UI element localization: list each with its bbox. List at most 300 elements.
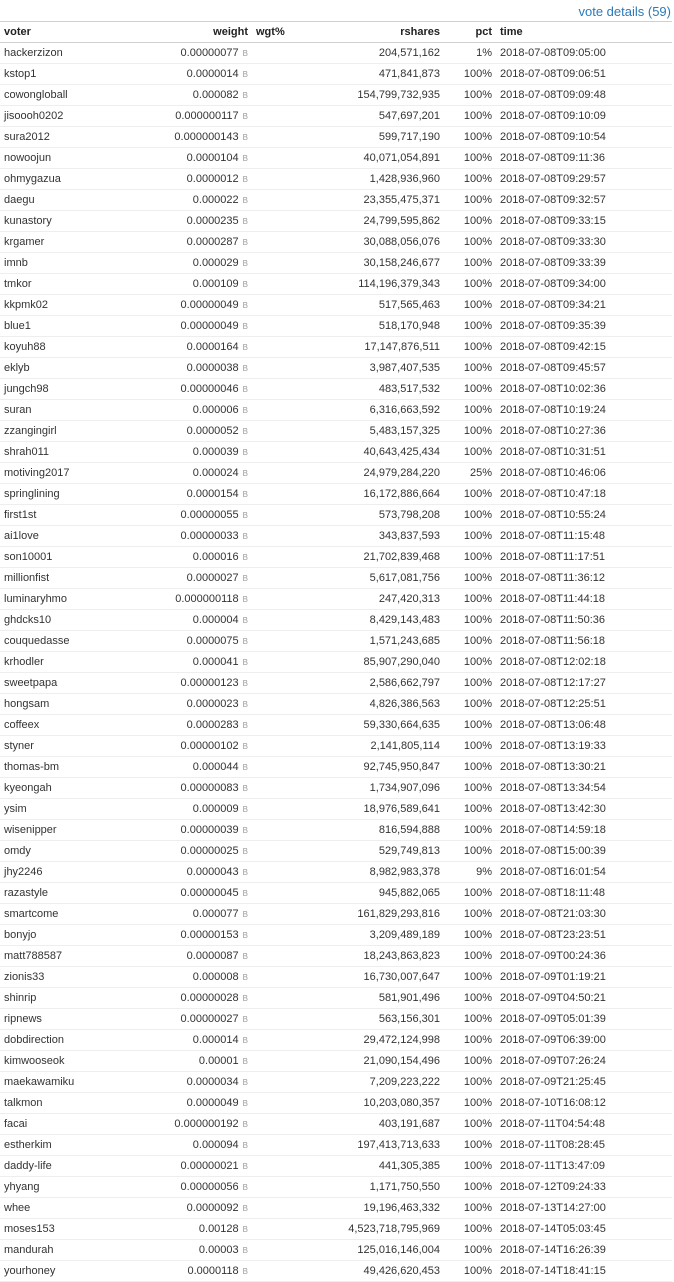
- weight-cell: [110, 295, 252, 316]
- table-row: [0, 316, 672, 337]
- voter-cell[interactable]: [0, 85, 110, 106]
- time-value: 2018-07-08T13:42:30: [500, 803, 606, 815]
- pct-cell: [444, 64, 496, 85]
- voter-value: bonyjo: [4, 929, 37, 941]
- voter-cell[interactable]: [0, 1093, 110, 1114]
- weight-unit-icon: B: [242, 679, 248, 688]
- wgt-percent-cell: [252, 715, 334, 736]
- time-value: 2018-07-08T10:55:24: [500, 509, 606, 521]
- voter-cell[interactable]: [0, 778, 110, 799]
- rshares-cell: [334, 379, 444, 400]
- rshares-cell: [334, 589, 444, 610]
- rshares-cell: [334, 232, 444, 253]
- weight-value: 0.00000153: [180, 929, 239, 941]
- table-row: [0, 1219, 672, 1240]
- pct-cell: [444, 127, 496, 148]
- rshares-cell: [334, 1072, 444, 1093]
- pct-value: 100%: [463, 908, 492, 920]
- table-row: [0, 64, 672, 85]
- weight-unit-icon: B: [242, 133, 248, 142]
- column-header-pct[interactable]: pct: [444, 22, 496, 43]
- rshares-cell: [334, 337, 444, 358]
- pct-cell: [444, 1030, 496, 1051]
- pct-value: 100%: [463, 236, 492, 248]
- weight-cell: [110, 1177, 252, 1198]
- voter-cell[interactable]: [0, 295, 110, 316]
- rshares-value: 19,196,463,332: [363, 1202, 440, 1214]
- weight-unit-icon: B: [242, 91, 248, 100]
- voter-value: krhodler: [4, 656, 44, 668]
- pct-value: 100%: [463, 425, 492, 437]
- rshares-cell: [334, 1135, 444, 1156]
- voter-cell[interactable]: [0, 736, 110, 757]
- time-cell: [496, 211, 672, 232]
- voter-cell[interactable]: [0, 1051, 110, 1072]
- wgt-percent-cell: [252, 43, 334, 64]
- table-row: [0, 85, 672, 106]
- time-cell: [496, 64, 672, 85]
- voter-value: eklyb: [4, 362, 30, 374]
- voter-value: motiving2017: [4, 467, 70, 479]
- pct-value: 100%: [463, 110, 492, 122]
- wgt-percent-cell: [252, 967, 334, 988]
- voter-cell[interactable]: [0, 337, 110, 358]
- vote-rows: [0, 43, 672, 1282]
- weight-cell: [110, 736, 252, 757]
- column-header-weight[interactable]: weight: [110, 22, 252, 43]
- rshares-value: 29,472,124,998: [363, 1034, 440, 1046]
- rshares-cell: [334, 442, 444, 463]
- time-value: 2018-07-08T11:44:18: [500, 593, 605, 605]
- weight-unit-icon: B: [242, 406, 248, 415]
- voter-value: son10001: [4, 551, 53, 563]
- voter-cell[interactable]: [0, 400, 110, 421]
- weight-cell: [110, 64, 252, 85]
- weight-cell: [110, 547, 252, 568]
- voter-cell[interactable]: [0, 568, 110, 589]
- rshares-value: 4,523,718,795,969: [348, 1223, 440, 1235]
- voter-cell[interactable]: [0, 1219, 110, 1240]
- voter-cell[interactable]: [0, 1135, 110, 1156]
- weight-unit-icon: B: [242, 427, 248, 436]
- pct-value: 100%: [463, 803, 492, 815]
- time-value: 2018-07-08T11:15:48: [500, 530, 605, 542]
- weight-cell: [110, 421, 252, 442]
- voter-cell[interactable]: [0, 904, 110, 925]
- voter-cell[interactable]: [0, 1261, 110, 1282]
- voter-value: whee: [4, 1202, 31, 1214]
- voter-cell[interactable]: [0, 946, 110, 967]
- column-header-time[interactable]: time: [496, 22, 672, 43]
- time-value: 2018-07-10T16:08:12: [500, 1097, 606, 1109]
- pct-cell: [444, 253, 496, 274]
- table-row: [0, 274, 672, 295]
- rshares-cell: [334, 778, 444, 799]
- pct-cell: [444, 1093, 496, 1114]
- table-row: [0, 946, 672, 967]
- weight-cell: [110, 148, 252, 169]
- weight-cell: [110, 652, 252, 673]
- rshares-cell: [334, 484, 444, 505]
- wgt-percent-cell: [252, 106, 334, 127]
- rshares-cell: [334, 547, 444, 568]
- wgt-percent-cell: [252, 1177, 334, 1198]
- voter-cell[interactable]: [0, 316, 110, 337]
- voter-value: koyuh88: [4, 341, 46, 353]
- voter-value: matt788587: [4, 950, 63, 962]
- table-row: [0, 757, 672, 778]
- wgt-percent-cell: [252, 1030, 334, 1051]
- pct-cell: [444, 337, 496, 358]
- time-value: 2018-07-09T01:19:21: [500, 971, 606, 983]
- voter-cell[interactable]: [0, 64, 110, 85]
- voter-cell[interactable]: [0, 421, 110, 442]
- weight-cell: [110, 232, 252, 253]
- rshares-value: 3,209,489,189: [369, 929, 440, 941]
- pct-value: 100%: [463, 572, 492, 584]
- weight-cell: [110, 169, 252, 190]
- rshares-cell: [334, 43, 444, 64]
- pct-value: 100%: [463, 68, 492, 80]
- rshares-value: 1,428,936,960: [369, 173, 440, 185]
- weight-cell: [110, 1240, 252, 1261]
- pct-value: 1%: [476, 47, 492, 59]
- voter-cell[interactable]: [0, 148, 110, 169]
- voter-cell[interactable]: [0, 967, 110, 988]
- voter-cell[interactable]: [0, 442, 110, 463]
- wgt-percent-cell: [252, 589, 334, 610]
- weight-unit-icon: B: [242, 763, 248, 772]
- pct-cell: [444, 148, 496, 169]
- weight-cell: [110, 568, 252, 589]
- voter-cell[interactable]: [0, 1009, 110, 1030]
- table-row: [0, 904, 672, 925]
- voter-cell[interactable]: [0, 1030, 110, 1051]
- pct-cell: [444, 883, 496, 904]
- wgt-percent-cell: [252, 862, 334, 883]
- voter-cell[interactable]: [0, 1198, 110, 1219]
- rshares-value: 5,483,157,325: [369, 425, 440, 437]
- weight-value: 0.00000027: [180, 1013, 239, 1025]
- weight-unit-icon: B: [242, 70, 248, 79]
- rshares-value: 816,594,888: [378, 824, 440, 836]
- rshares-cell: [334, 694, 444, 715]
- voter-cell[interactable]: [0, 106, 110, 127]
- pct-cell: [444, 547, 496, 568]
- table-row: [0, 211, 672, 232]
- rshares-cell: [334, 211, 444, 232]
- pct-cell: [444, 274, 496, 295]
- voter-cell[interactable]: [0, 820, 110, 841]
- column-header-rshares[interactable]: rshares: [334, 22, 444, 43]
- time-value: 2018-07-08T09:45:57: [500, 362, 606, 374]
- voter-value: blue1: [4, 320, 31, 332]
- pct-value: 100%: [463, 362, 492, 374]
- time-cell: [496, 610, 672, 631]
- weight-value: 0.00000123: [180, 677, 239, 689]
- voter-cell[interactable]: [0, 1114, 110, 1135]
- voter-cell[interactable]: [0, 883, 110, 904]
- time-value: 2018-07-08T16:01:54: [500, 866, 606, 878]
- weight-unit-icon: B: [242, 616, 248, 625]
- table-row: [0, 925, 672, 946]
- time-value: 2018-07-08T09:42:15: [500, 341, 606, 353]
- pct-cell: [444, 673, 496, 694]
- rshares-cell: [334, 190, 444, 211]
- voter-cell[interactable]: [0, 715, 110, 736]
- weight-unit-icon: B: [242, 742, 248, 751]
- rshares-cell: [334, 736, 444, 757]
- weight-value: 0.0000104: [186, 152, 239, 164]
- voter-value: ghdcks10: [4, 614, 52, 626]
- voter-cell[interactable]: [0, 1240, 110, 1261]
- weight-cell: [110, 883, 252, 904]
- weight-value: 0.0000023: [186, 698, 239, 710]
- pct-cell: [444, 211, 496, 232]
- voter-cell[interactable]: [0, 169, 110, 190]
- rshares-value: 1,734,907,096: [369, 782, 440, 794]
- time-value: 2018-07-08T10:19:24: [500, 404, 606, 416]
- pct-value: 100%: [463, 1097, 492, 1109]
- voter-cell[interactable]: [0, 274, 110, 295]
- header-row: [0, 22, 672, 43]
- rshares-value: 21,090,154,496: [363, 1055, 440, 1067]
- table-row: [0, 589, 672, 610]
- voter-value: wisenipper: [4, 824, 57, 836]
- voter-cell[interactable]: [0, 925, 110, 946]
- weight-cell: [110, 1051, 252, 1072]
- weight-cell: [110, 1114, 252, 1135]
- wgt-percent-cell: [252, 253, 334, 274]
- rshares-cell: [334, 463, 444, 484]
- time-cell: [496, 295, 672, 316]
- voter-cell[interactable]: [0, 988, 110, 1009]
- voter-cell[interactable]: [0, 526, 110, 547]
- voter-value: kyeongah: [4, 782, 52, 794]
- voter-value: suran: [4, 404, 32, 416]
- voter-cell[interactable]: [0, 1177, 110, 1198]
- weight-value: 0.0000049: [186, 1097, 239, 1109]
- rshares-value: 24,799,595,862: [363, 215, 440, 227]
- weight-cell: [110, 1009, 252, 1030]
- wgt-percent-cell: [252, 946, 334, 967]
- time-cell: [496, 799, 672, 820]
- weight-cell: [110, 43, 252, 64]
- voter-cell[interactable]: [0, 1156, 110, 1177]
- pct-value: 100%: [463, 1223, 492, 1235]
- rshares-value: 17,147,876,511: [364, 341, 440, 353]
- voter-cell[interactable]: [0, 190, 110, 211]
- pct-value: 100%: [463, 404, 492, 416]
- weight-unit-icon: B: [242, 1120, 248, 1129]
- weight-cell: [110, 379, 252, 400]
- pct-cell: [444, 106, 496, 127]
- weight-value: 0.000094: [192, 1139, 239, 1151]
- weight-value: 0.0000118: [187, 1265, 239, 1277]
- voter-cell[interactable]: [0, 127, 110, 148]
- voter-cell[interactable]: [0, 694, 110, 715]
- wgt-percent-cell: [252, 568, 334, 589]
- voter-cell[interactable]: [0, 211, 110, 232]
- pct-cell: [444, 1261, 496, 1282]
- pct-cell: [444, 421, 496, 442]
- time-value: 2018-07-08T09:06:51: [500, 68, 606, 80]
- time-cell: [496, 925, 672, 946]
- weight-unit-icon: B: [242, 49, 248, 58]
- voter-cell[interactable]: [0, 589, 110, 610]
- voter-value: kkpmk02: [4, 299, 49, 311]
- rshares-cell: [334, 295, 444, 316]
- weight-unit-icon: B: [242, 343, 248, 352]
- voter-cell[interactable]: [0, 631, 110, 652]
- time-value: 2018-07-08T13:30:21: [500, 761, 606, 773]
- rshares-cell: [334, 652, 444, 673]
- voter-cell[interactable]: [0, 379, 110, 400]
- wgt-percent-cell: [252, 211, 334, 232]
- pct-value: 100%: [463, 845, 492, 857]
- weight-cell: [110, 694, 252, 715]
- voter-value: mandurah: [4, 1244, 54, 1256]
- voter-cell[interactable]: [0, 253, 110, 274]
- wgt-percent-cell: [252, 295, 334, 316]
- weight-cell: [110, 274, 252, 295]
- pct-cell: [444, 379, 496, 400]
- wgt-percent-cell: [252, 652, 334, 673]
- weight-value: 0.000082: [192, 89, 239, 101]
- rshares-value: 1,571,243,685: [369, 635, 440, 647]
- table-row: [0, 883, 672, 904]
- voter-cell[interactable]: [0, 862, 110, 883]
- pct-cell: [444, 694, 496, 715]
- weight-cell: [110, 505, 252, 526]
- voter-cell[interactable]: [0, 757, 110, 778]
- voter-value: krgamer: [4, 236, 45, 248]
- pct-value: 100%: [463, 215, 492, 227]
- wgt-percent-cell: [252, 274, 334, 295]
- pct-cell: [444, 1198, 496, 1219]
- rshares-cell: [334, 799, 444, 820]
- pct-value: 100%: [463, 1076, 492, 1088]
- time-cell: [496, 253, 672, 274]
- weight-unit-icon: B: [242, 154, 248, 163]
- weight-unit-icon: B: [242, 469, 248, 478]
- table-row: [0, 379, 672, 400]
- rshares-cell: [334, 358, 444, 379]
- voter-cell[interactable]: [0, 232, 110, 253]
- pct-value: 100%: [463, 173, 492, 185]
- weight-cell: [110, 841, 252, 862]
- voter-cell[interactable]: [0, 358, 110, 379]
- rshares-value: 10,203,080,357: [363, 1097, 440, 1109]
- rshares-cell: [334, 1156, 444, 1177]
- pct-value: 100%: [463, 278, 492, 290]
- rshares-value: 125,016,146,004: [357, 1244, 440, 1256]
- weight-cell: [110, 988, 252, 1009]
- voter-cell[interactable]: [0, 610, 110, 631]
- voter-cell[interactable]: [0, 1072, 110, 1093]
- time-cell: [496, 463, 672, 484]
- rshares-value: 573,798,208: [378, 509, 440, 521]
- table-row: [0, 253, 672, 274]
- table-row: [0, 610, 672, 631]
- time-value: 2018-07-08T10:47:18: [500, 488, 606, 500]
- voter-cell[interactable]: [0, 505, 110, 526]
- pct-value: 100%: [463, 341, 492, 353]
- rshares-value: 40,071,054,891: [363, 152, 440, 164]
- pct-value: 100%: [463, 257, 492, 269]
- weight-unit-icon: B: [242, 1141, 248, 1150]
- rshares-value: 5,617,081,756: [369, 572, 440, 584]
- pct-value: 100%: [463, 740, 492, 752]
- voter-value: zionis33: [4, 971, 45, 983]
- voter-value: first1st: [4, 509, 37, 521]
- voter-cell[interactable]: [0, 841, 110, 862]
- weight-cell: [110, 127, 252, 148]
- voter-cell[interactable]: [0, 547, 110, 568]
- pct-cell: [444, 1072, 496, 1093]
- rshares-cell: [334, 862, 444, 883]
- voter-value: zzangingirl: [4, 425, 57, 437]
- time-cell: [496, 1177, 672, 1198]
- rshares-value: 529,749,813: [378, 845, 440, 857]
- pct-value: 100%: [463, 1265, 492, 1277]
- weight-value: 0.00000077: [180, 47, 239, 59]
- weight-unit-icon: B: [242, 1204, 248, 1213]
- voter-value: facai: [4, 1118, 28, 1130]
- wgt-percent-cell: [252, 463, 334, 484]
- column-header-wgt-percent[interactable]: wgt%: [252, 22, 334, 43]
- weight-value: 0.0000087: [186, 950, 239, 962]
- voter-cell[interactable]: [0, 652, 110, 673]
- table-row: [0, 1177, 672, 1198]
- voter-cell[interactable]: [0, 463, 110, 484]
- voter-cell[interactable]: [0, 43, 110, 64]
- weight-cell: [110, 1030, 252, 1051]
- weight-value: 0.00000039: [180, 824, 239, 836]
- pct-cell: [444, 1114, 496, 1135]
- table-row: [0, 190, 672, 211]
- pct-value: 100%: [463, 824, 492, 836]
- table-row: [0, 400, 672, 421]
- pct-cell: [444, 862, 496, 883]
- voter-cell[interactable]: [0, 799, 110, 820]
- weight-value: 0.0000034: [186, 1076, 239, 1088]
- weight-unit-icon: B: [242, 574, 248, 583]
- time-cell: [496, 316, 672, 337]
- weight-cell: [110, 820, 252, 841]
- column-header-voter[interactable]: voter: [0, 22, 110, 43]
- vote-details-link[interactable]: vote details (59): [578, 4, 671, 19]
- rshares-cell: [334, 715, 444, 736]
- table-row: [0, 484, 672, 505]
- rshares-cell: [334, 106, 444, 127]
- voter-cell[interactable]: [0, 484, 110, 505]
- table-row: [0, 568, 672, 589]
- rshares-value: 114,196,379,343: [358, 278, 440, 290]
- time-cell: [496, 904, 672, 925]
- rshares-cell: [334, 64, 444, 85]
- weight-cell: [110, 211, 252, 232]
- pct-cell: [444, 526, 496, 547]
- weight-value: 0.00000049: [180, 299, 239, 311]
- pct-cell: [444, 1219, 496, 1240]
- rshares-value: 471,841,873: [378, 68, 440, 80]
- rshares-cell: [334, 421, 444, 442]
- table-row: [0, 1072, 672, 1093]
- voter-cell[interactable]: [0, 673, 110, 694]
- time-value: 2018-07-08T09:29:57: [500, 173, 606, 185]
- weight-unit-icon: B: [242, 1015, 248, 1024]
